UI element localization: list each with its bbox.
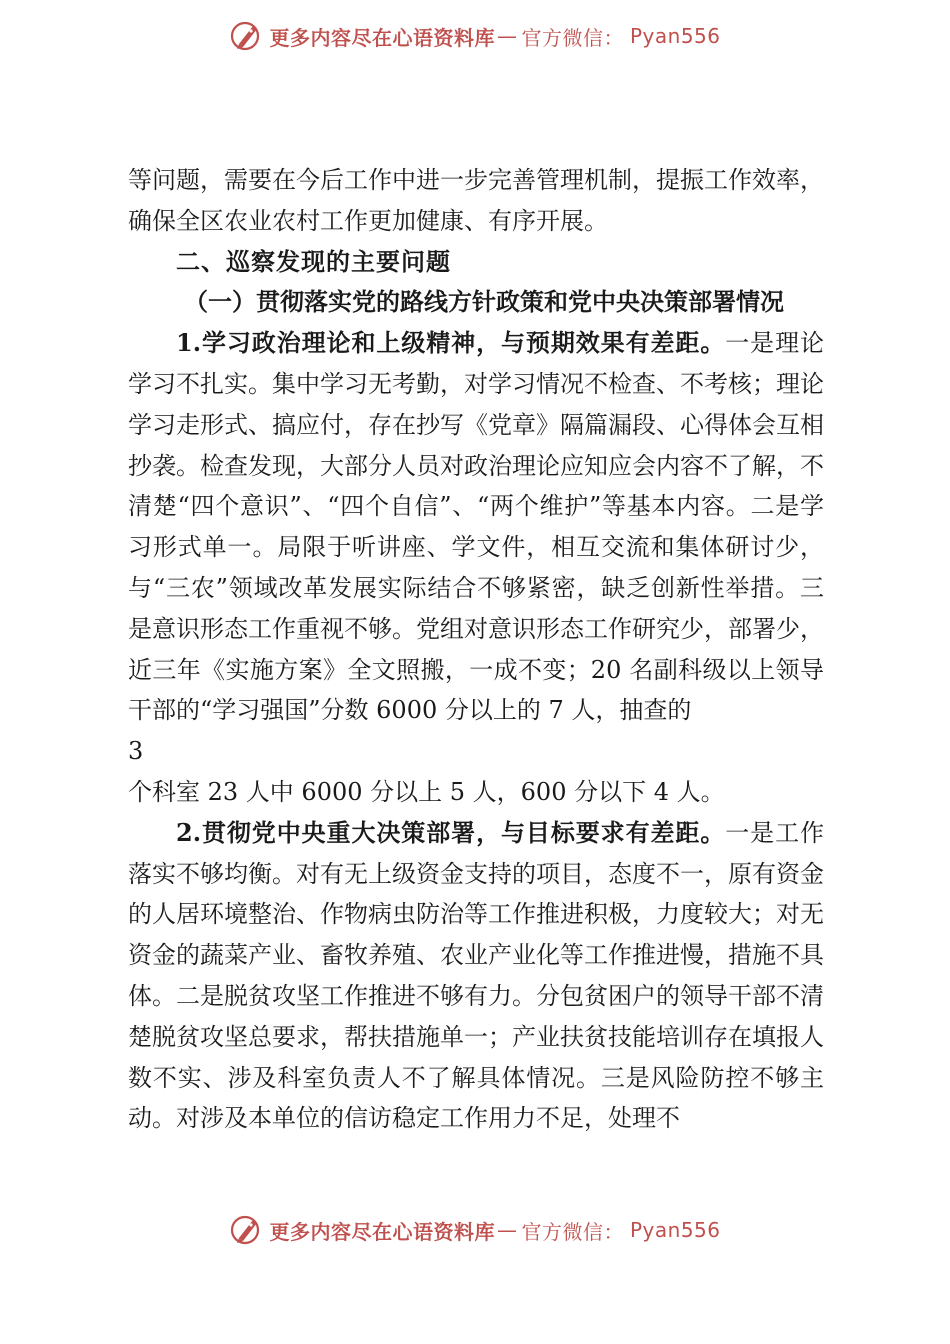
banner-wechat-label: 官方微信： xyxy=(521,1219,624,1244)
header-watermark-banner xyxy=(0,16,950,56)
document-body xyxy=(128,160,824,1139)
section-heading-2: 二、巡察发现的主要问题 xyxy=(176,246,451,276)
banner-wechat-id: Pyan556 xyxy=(629,1218,721,1242)
banner-wechat-label: 官方微信： xyxy=(521,25,624,50)
banner-brand-text: 更多内容尽在心语资料库 xyxy=(269,25,495,50)
paragraph-item-1-tail: 个科室 23 人中 6000 分以上 5 人，600 分以下 4 人。 xyxy=(128,777,725,806)
paragraph-item-1-number: 3 xyxy=(128,737,144,766)
banner-separator: — xyxy=(496,1218,518,1242)
banner-wechat-id: Pyan556 xyxy=(629,24,721,48)
item-2-body: 一是工作落实不够均衡。对有无上级资金支持的项目，态度不一，原有资金的人居环境整治、作物病虫防治等工作推进积极，力度较大；对无资金的蔬菜产业、畜牧养殖、农业产业化等工作推进慢，措施不具体。二是脱贫攻坚工作推进不够有力。分包贫困户的领导干部不清楚脱贫攻坚总要求，帮扶措施单一；产业扶贫技能培训存在填报人数不实、涉及科室负责人不了解具体情况。三是风险防控不够主动。对涉及本单位的信访稳定工作用力不足，处理不 xyxy=(128,818,825,1133)
pen-nib-logo-icon xyxy=(229,1212,265,1248)
paragraph-continuation: 等问题，需要在今后工作中进一步完善管理机制，提振工作效率，确保全区农业农村工作更加健康、有序开展。 xyxy=(128,166,824,235)
item-1-body: 一是理论学习不扎实。集中学习无考勤，对学习情况不检查、不考核；理论学习走形式、搞应付，存在抄写《党章》隔篇漏段、心得体会互相抄袭。检查发现，大部分人员对政治理论应知应会内容不了解，不清楚“四个意识”、“四个自信”、“两个维护”等基本内容。二是学习形式单一。局限于听讲座、学文件，相互交流和集体研讨少，与“三农”领域改革发展实际结合不够紧密，缺乏创新性举措。三是意识形态工作重视不够。党组对意识形态工作研究少，部署少，近三年《实施方案》全文照搬，一成不变；20 名副科级以上领导干部的“学习强国”分数 6000 分以上的 7 人，抽查的 xyxy=(128,329,825,725)
subsection-heading-1: （一）贯彻落实党的路线方针政策和党中央决策部署情况 xyxy=(184,287,784,317)
footer-watermark-banner xyxy=(0,1210,950,1250)
banner-brand-text: 更多内容尽在心语资料库 xyxy=(269,1219,495,1244)
item-2-title: 2.贯彻党中央重大决策部署，与目标要求有差距。 xyxy=(176,817,726,847)
item-1-title: 1.学习政治理论和上级精神，与预期效果有差距。 xyxy=(176,328,726,358)
pen-nib-logo-icon xyxy=(229,18,265,54)
paragraph-item-1 xyxy=(128,323,824,731)
paragraph-item-2 xyxy=(128,813,824,1139)
banner-separator: — xyxy=(496,24,518,48)
